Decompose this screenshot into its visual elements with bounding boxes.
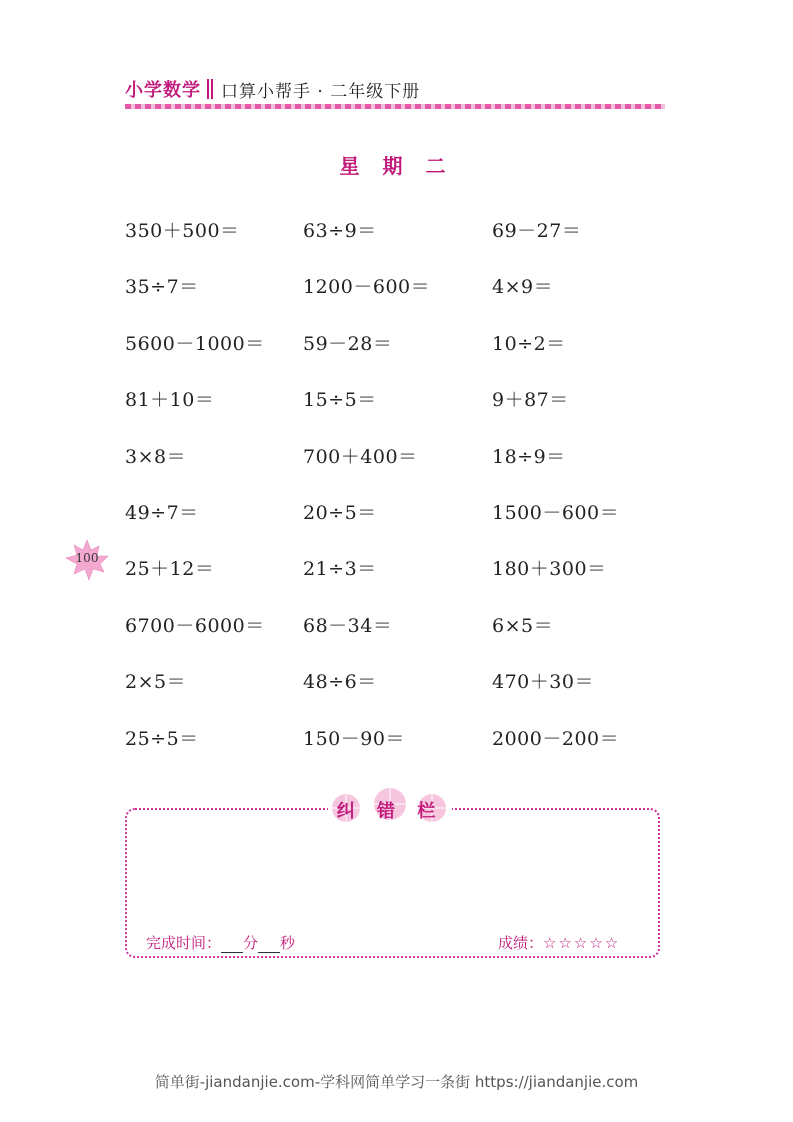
problem-item: 150－90＝ xyxy=(303,727,405,750)
header-separator xyxy=(207,79,213,99)
problem-item: 6×5＝ xyxy=(492,614,554,637)
star-rating-icon[interactable]: ☆☆☆☆☆ xyxy=(543,934,621,952)
problem-item: 470＋30＝ xyxy=(492,671,594,694)
page-number: 100 xyxy=(75,551,99,565)
page-header xyxy=(125,76,665,102)
problem-item: 35÷7＝ xyxy=(125,276,199,299)
problem-item: 10÷2＝ xyxy=(492,332,566,355)
brand-label: 小学数学 xyxy=(125,80,201,101)
problem-item: 15÷5＝ xyxy=(303,389,377,412)
problem-item: 9＋87＝ xyxy=(492,389,569,412)
completion-time xyxy=(146,932,295,953)
problem-item: 1200－600＝ xyxy=(303,276,431,299)
problem-item: 59－28＝ xyxy=(303,332,393,355)
problem-item: 700＋400＝ xyxy=(303,445,418,468)
second-unit: 秒 xyxy=(280,934,296,952)
problem-item: 68－34＝ xyxy=(303,614,393,637)
header-rule xyxy=(125,104,665,109)
problem-item: 48÷6＝ xyxy=(303,671,377,694)
problem-item: 25÷5＝ xyxy=(125,727,199,750)
second-blank[interactable] xyxy=(258,938,280,953)
problem-item: 18÷9＝ xyxy=(492,445,566,468)
problem-item: 63÷9＝ xyxy=(303,220,377,242)
problem-item: 21÷3＝ xyxy=(303,558,377,581)
problem-item: 49÷7＝ xyxy=(125,502,199,524)
problem-item: 3×8＝ xyxy=(125,445,187,468)
problem-item: 4×9＝ xyxy=(492,276,554,299)
problem-item: 1500－600＝ xyxy=(492,502,620,524)
problem-item: 20÷5＝ xyxy=(303,502,377,524)
minute-blank[interactable] xyxy=(221,938,243,953)
day-title: 星 期 二 xyxy=(339,154,454,178)
problem-item: 81＋10＝ xyxy=(125,389,215,412)
time-label: 完成时间： xyxy=(146,934,222,952)
header-subtitle: 口算小帮手 · 二年级下册 xyxy=(221,81,421,102)
minute-unit: 分 xyxy=(243,934,259,952)
problem-item: 5600－1000＝ xyxy=(125,332,265,355)
page-footer: 简单街-jiandanjie.com-学科网简单学习一条街 https://jiandanjie.com xyxy=(154,1073,639,1091)
problem-item: 2000－200＝ xyxy=(492,727,620,750)
correction-title: 纠 错 栏 xyxy=(336,801,444,822)
problem-item: 350＋500＝ xyxy=(125,220,240,242)
problem-item: 6700－6000＝ xyxy=(125,614,265,637)
problem-item: 25＋12＝ xyxy=(125,558,215,581)
score xyxy=(498,932,620,953)
problem-item: 69－27＝ xyxy=(492,220,582,242)
problem-item: 2×5＝ xyxy=(125,671,187,694)
score-label: 成绩： xyxy=(498,934,544,952)
problem-item: 180＋300＝ xyxy=(492,558,607,581)
